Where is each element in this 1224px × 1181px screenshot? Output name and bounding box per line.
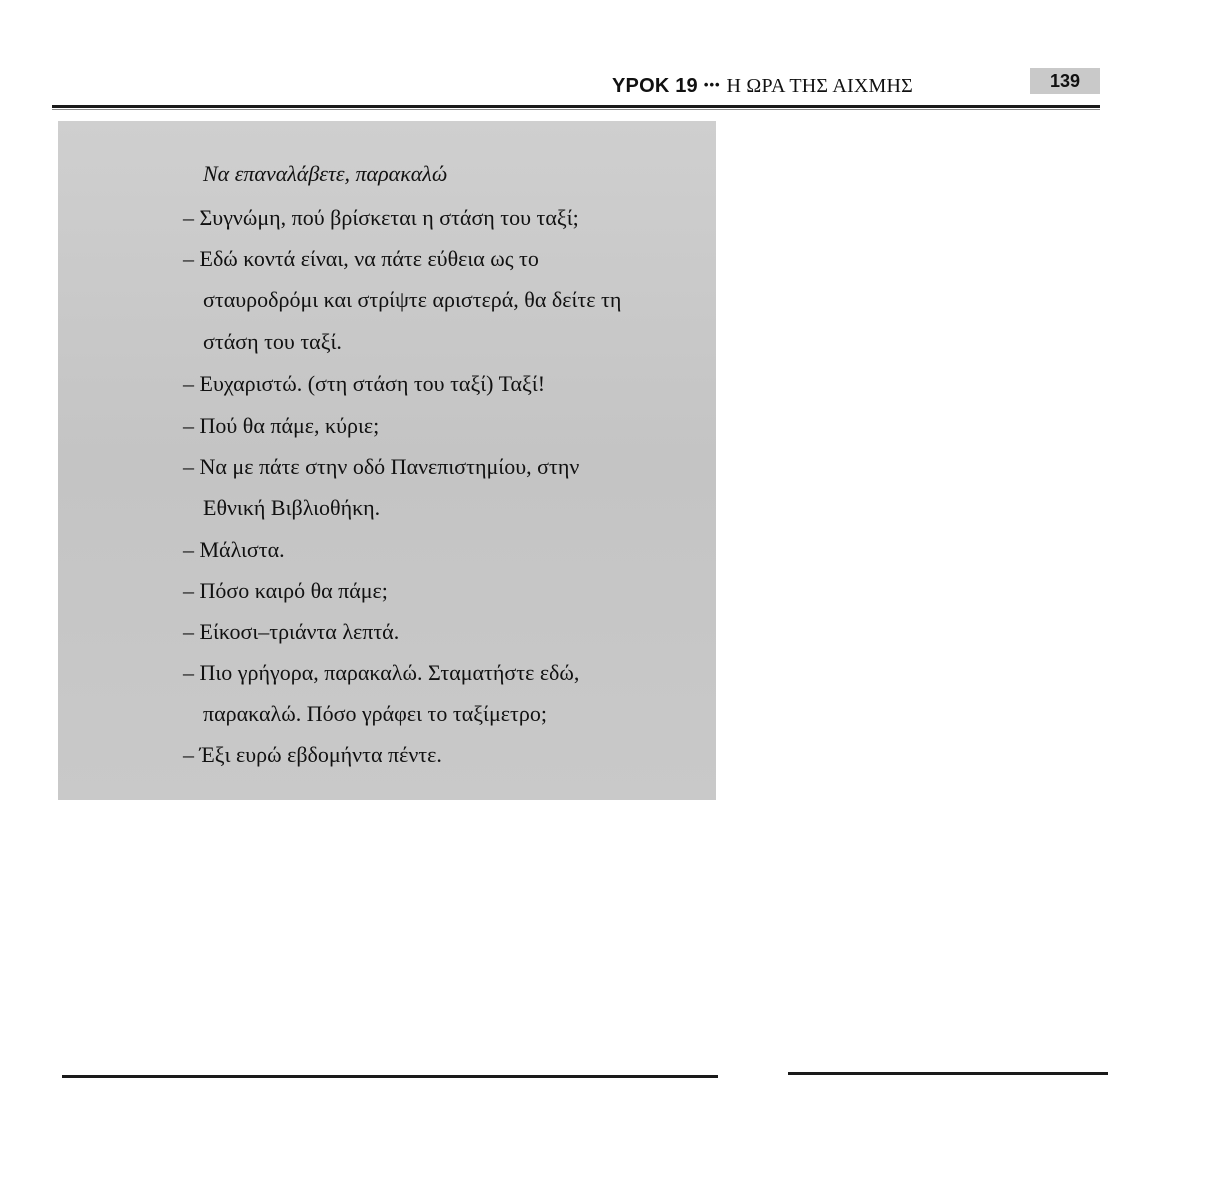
dialogue-line: – Συγνώμη, πού βρίσκεται η στάση του ταξί;: [183, 205, 579, 230]
dialogue-line-continuation: σταυροδρόμι και στρίψτε αριστερά, θα δείτε τη: [203, 287, 622, 312]
dialogue-line: – Πιο γρήγορα, παρακαλώ. Σταματήστε εδώ,: [183, 660, 580, 685]
dialogue-line: – Πού θα πάμε, κύριε;: [183, 413, 380, 438]
lesson-number: ΥΡΟΚ 19: [612, 75, 698, 97]
dialogue-line: – Ευχαριστώ. (στη στάση του ταξί) Ταξί!: [183, 371, 546, 396]
header-rule: [52, 105, 1100, 108]
header-rule-shadow: [52, 109, 1100, 110]
dialogue-line-continuation: Εθνική Βιβλιοθήκη.: [203, 495, 381, 520]
dialogue-title: Να επαναλάβετε, παρακαλώ: [203, 161, 448, 186]
dialogue-line: – Είκοσι–τριάντα λεπτά.: [183, 619, 400, 644]
dialogue-box: [58, 121, 716, 800]
dialogue-line-continuation: στάση του ταξί.: [203, 329, 342, 354]
header-separator: •••: [703, 77, 721, 92]
dialogue-line: – Εδώ κοντά είναι, να πάτε εύθεια ως το: [183, 246, 539, 271]
lesson-topic: Η ΩΡΑ ΤΗΣ ΑΙΧΜΗΣ: [726, 75, 913, 97]
page-number: 139: [1030, 68, 1100, 94]
dialogue-line-continuation: παρακαλώ. Πόσο γράφει το ταξίμετρο;: [203, 701, 547, 726]
dialogue-line: – Έξι ευρώ εβδομήντα πέντε.: [183, 742, 442, 767]
dialogue-line: – Να με πάτε στην οδό Πανεπιστημίου, στην: [183, 454, 580, 479]
footer-rule-left: [62, 1075, 718, 1078]
page-header: [0, 0, 1224, 120]
dialogue-line: – Μάλιστα.: [183, 537, 285, 562]
dialogue-line: – Πόσο καιρό θα πάμε;: [183, 578, 388, 603]
footer-rule-right: [788, 1072, 1108, 1075]
running-header: [612, 73, 913, 98]
